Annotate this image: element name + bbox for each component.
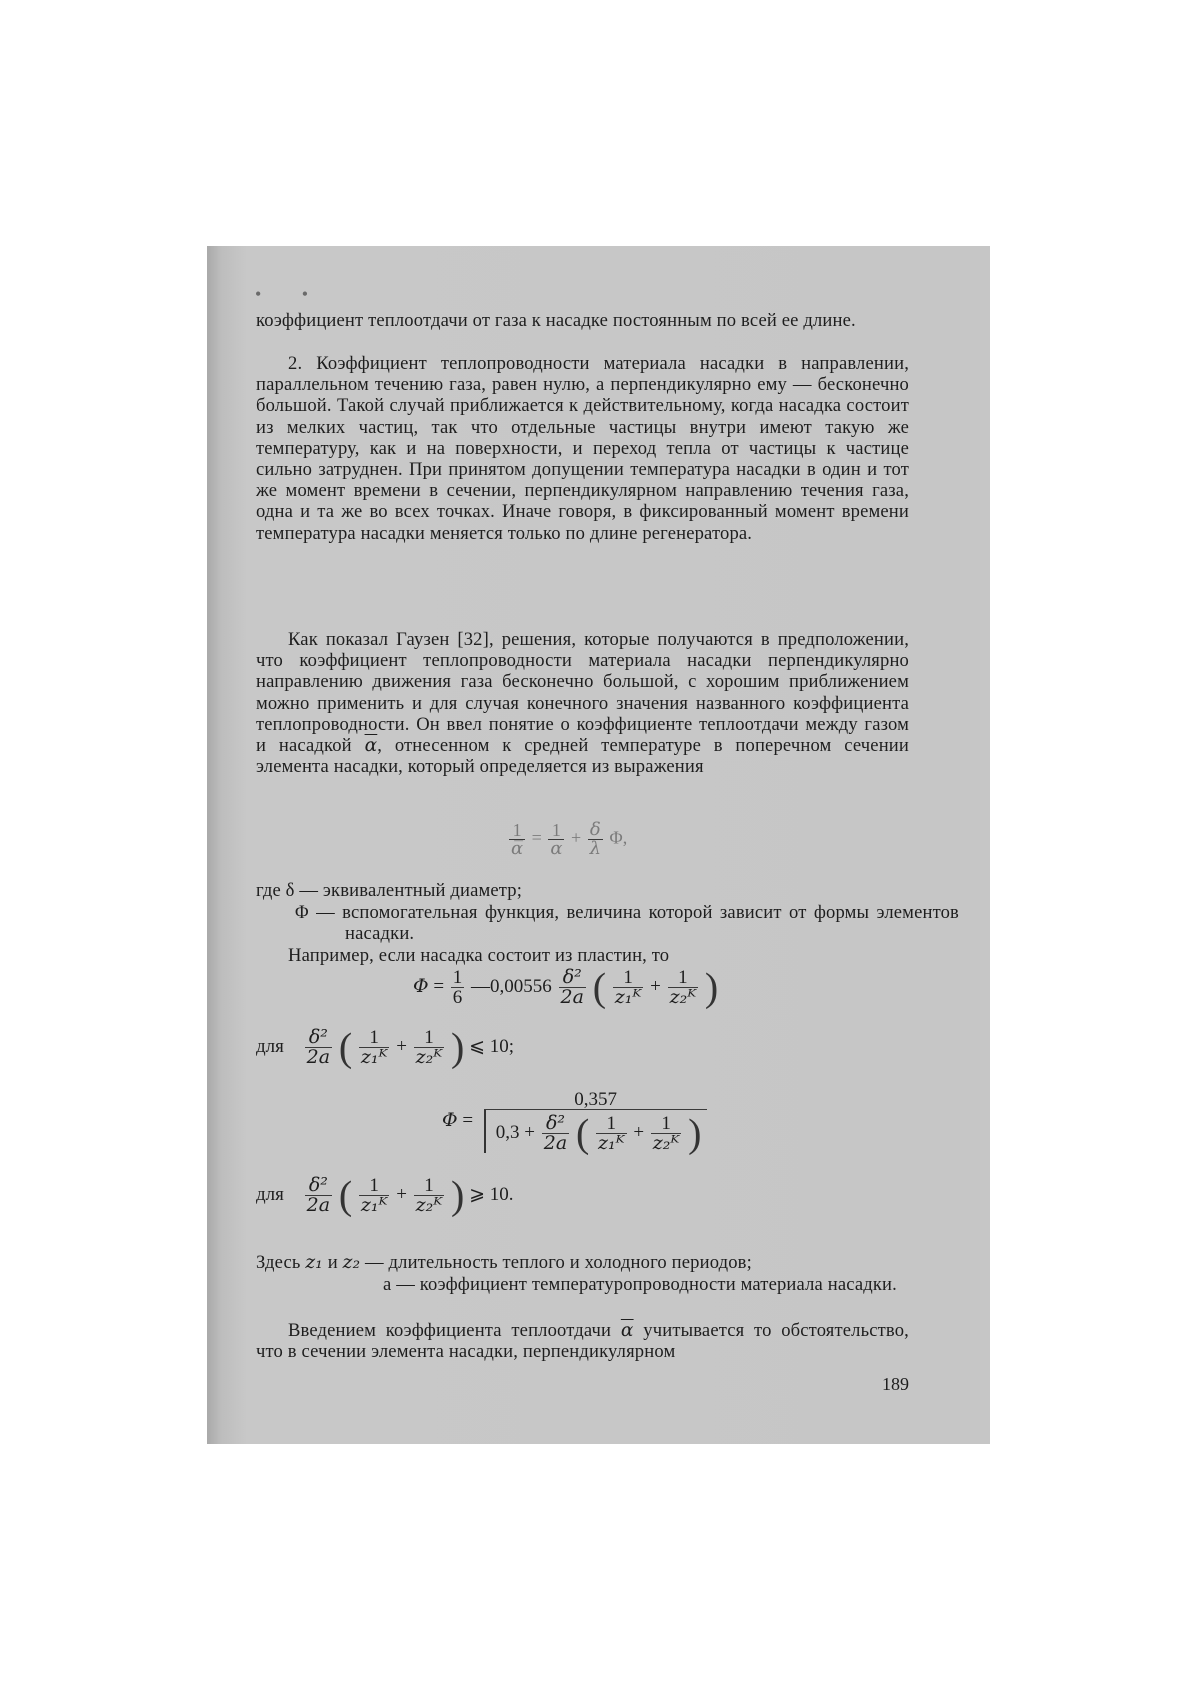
where-delta: где δ — эквивалентный диаметр; [256, 880, 523, 901]
formula-phi-root: Φ = 0,357 0,3 + $\frac{\text{δ²}}{2a}$ ( $\frac{1}{\text{z₁ᴷ}}$ + $\frac{1}{\text{z₂ᴷ}}$ ) [442, 1090, 709, 1153]
formula-phi-plates: Φ = $\frac{1}{6}$ —0,00556 $\frac{\text{δ²}}{2a}$ ( $\frac{1}{\text{z₁ᴷ}}$ + $\frac{1}{\text{z₂ᴷ}}$ ) [413, 964, 719, 1010]
condition-le-10: для $\frac{\text{δ²}}{2a}$ ( $\frac{1}{\text{z₁ᴷ}}$ + $\frac{1}{\text{z₂ᴷ}}$ ) ⩽ 10; [256, 1024, 515, 1070]
scan-specks: • • [255, 284, 327, 304]
formula-alpha-bar: $\frac{1}{\alpha̅}$ = $\frac{1}{\alpha}$ + $\frac{\delta}{\lambda}$ Φ, [511, 819, 628, 859]
alpha-bar-symbol-2: $\overline{\alpha}$ [620, 1320, 634, 1341]
alpha-bar-symbol: $\overline{\alpha}$ [364, 735, 378, 757]
paragraph-2: 2. Коэффициент теплопроводности материала насадки в направлении, параллельном течению газа, равен нулю, а перпендикулярно ему — бесконечно большой. Такой случай приближается к действительному, когда насадка состоит из мелких частиц, так что отдельные частицы внутри имеют такую же температуру, как и на поверхности, и переход тепла от частицы к частице сильно затруднен. При принятом допущении температура насадки в один и тот же момент времени в сечении, перпендикулярном направлению течения газа, одна и та же во всех точках. Иначе говоря, в фиксированный момент времени температура насадки меняется только по длине регенератора. [256, 353, 909, 544]
where-phi: Φ — вспомогательная функция, величина которой зависит от формы элементов насадки. [295, 902, 959, 945]
paragraph-3: Как показал Гаузен [32], решения, которые получаются в предположении, что коэффициент теплопроводности материала насадки перпендикулярно направлению движения газа бесконечно большой, с хорошим приближением можно применить и для случая конечного значения названного коэффициента теплопроводности. Он ввел понятие о коэффициенте теплоотдачи между газом и насадкой $\overline{\alpha}$, отнесенном к средней температуре в поперечном сечении элемента насадки, который определяется из выражения [256, 629, 909, 778]
here-line: Здесь z₁ и z₂ — длительность теплого и холодного периодов; [256, 1252, 752, 1273]
scanned-page [207, 246, 990, 1444]
last-paragraph: Введением коэффициента теплоотдачи $\overline{\alpha}$ учитывается то обстоятельство, что в сечении элемента насадки, перпендикулярном [256, 1320, 909, 1363]
page-number: 189 [882, 1374, 909, 1394]
example-text: Например, если насадка состоит из пластин, то [288, 945, 670, 966]
paragraph-1: коэффициент теплоотдачи от газа к насадке постоянным по всей ее длине. [256, 310, 856, 331]
condition-ge-10: для $\frac{\text{δ²}}{2a}$ ( $\frac{1}{\text{z₁ᴷ}}$ + $\frac{1}{\text{z₂ᴷ}}$ ) ⩾ 10. [256, 1172, 514, 1218]
here-a: a — коэффициент температуропроводности материала насадки. [383, 1274, 897, 1295]
